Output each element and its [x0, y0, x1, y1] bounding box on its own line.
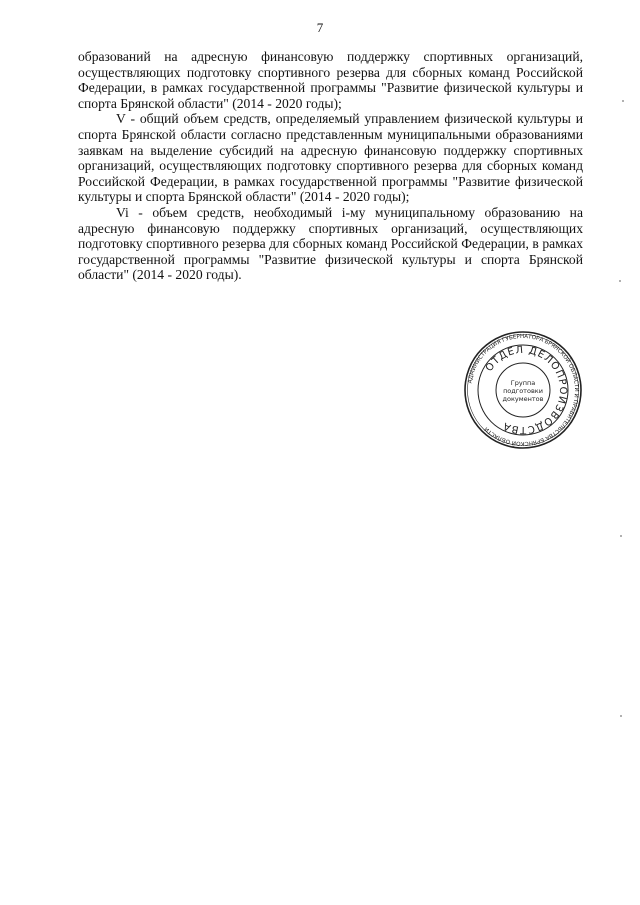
stamp-center-line-1: Группа: [510, 379, 536, 387]
scan-speck: [622, 100, 624, 102]
scan-speck: [620, 715, 622, 717]
stamp-center-line-2: подготовки: [503, 387, 543, 395]
paragraph-vi-definition: Vi - объем средств, необходимый i-му муниципальному образованию на адресную финансовую поддержку спортивных организаций, осуществляющих подготовку спортивного резерва для сборных команд Российской Федерации, в рамках государственной программы "Развитие физической культуры и спорта Брянской области" (2014 - 2020 годы).: [78, 204, 583, 283]
paragraph-v-definition: V - общий объем средств, определяемый управлением физической культуры и спорта Брянской области согласно представленным муниципальными образованиями заявкам на выделение субсидий на адресную финансовую поддержку спортивных организаций, осуществляющих подготовку спортивного резерва для сборных команд Российской Федерации, в рамках государственной программы "Развитие физической культуры и спорта Брянской области" (2014 - 2020 годы);: [78, 111, 583, 205]
scan-speck: [619, 280, 621, 282]
office-stamp: [463, 330, 583, 450]
scan-speck: [620, 535, 622, 537]
stamp-dept-text: ОТДЕЛ ДЕЛОПРОИЗВОДСТВА: [483, 344, 569, 436]
stamp-outer-text: АДМИНИСТРАЦИЯ ГУБЕРНАТОРА БРЯНСКОЙ ОБЛАСТИ И ПРАВИТЕЛЬСТВА БРЯНСКОЙ ОБЛАСТИ: [467, 333, 580, 447]
paragraph-continuation: образований на адресную финансовую поддержку спортивных организаций, осуществляющих подготовку спортивного резерва для сборных команд Российской Федерации, в рамках государственной программы "Развитие физической культуры и спорта Брянской области" (2014 - 2020 годы);: [78, 49, 583, 111]
page-number: 7: [316, 20, 324, 35]
document-body: [78, 49, 583, 283]
stamp-center-line-3: документов: [502, 395, 544, 403]
